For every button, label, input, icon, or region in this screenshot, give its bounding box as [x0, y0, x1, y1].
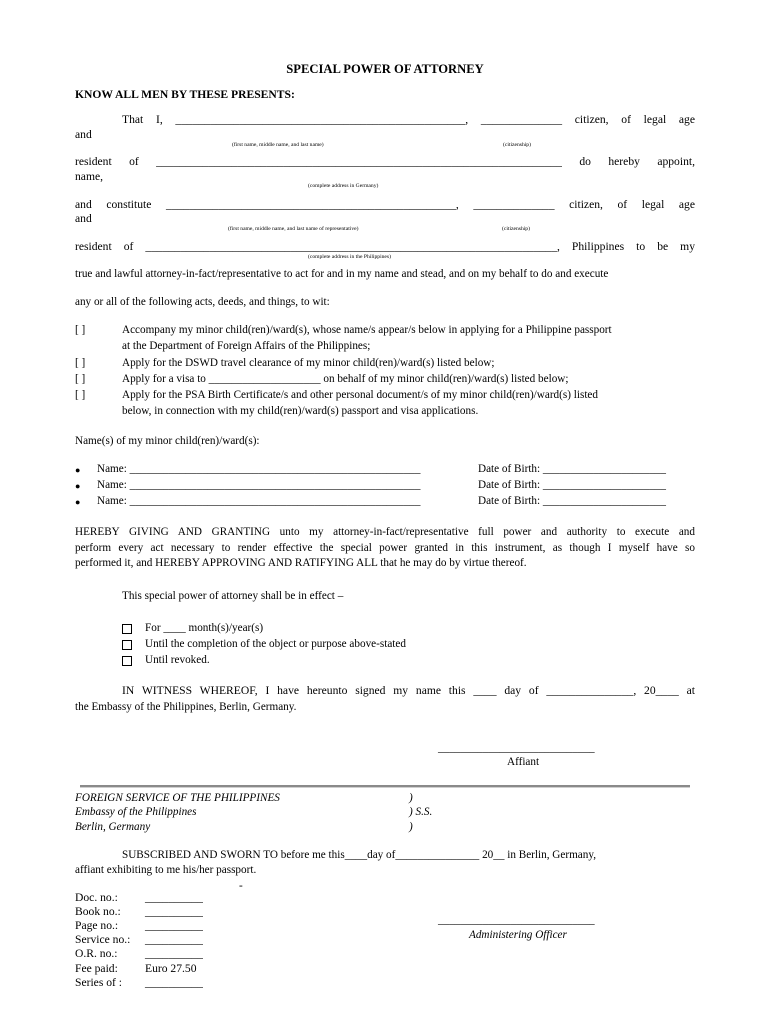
principal-address-caption: (complete address in Germany): [308, 183, 379, 189]
fee-label: Page no.:: [75, 919, 119, 932]
fee-value[interactable]: __________: [145, 933, 203, 946]
minor-name-field[interactable]: Name: ____________________________________________________: [97, 495, 421, 507]
fee-value[interactable]: __________: [145, 905, 203, 918]
representative-line: and constitute __________________________________________________, ______________ citizen, of legal age: [75, 198, 695, 211]
act-checkbox[interactable]: [ ]: [75, 324, 86, 336]
hereby-line: HEREBY GIVING AND GRANTING unto my attorney-in-fact/representative full power and authority to execute and: [75, 526, 695, 538]
representative-citizenship-caption: (citizenship): [502, 226, 530, 232]
fee-label: Fee paid:: [75, 962, 118, 975]
fee-value: Euro 27.50: [145, 962, 197, 975]
fee-value[interactable]: __________: [145, 919, 203, 932]
act-text: Apply for the DSWD travel clearance of my minor child(ren)/ward(s) listed below;: [122, 357, 495, 369]
effect-option-label: Until revoked.: [145, 654, 210, 666]
principal-citizenship-caption: (citizenship): [503, 142, 531, 148]
affiant-signature-line[interactable]: ____________________________: [438, 742, 595, 754]
witness-line: the Embassy of the Philippines, Berlin, Germany.: [75, 701, 297, 713]
fee-label: Doc. no.:: [75, 891, 118, 904]
fee-label: Series of :: [75, 976, 123, 989]
body-text-2: any or all of the following acts, deeds, and things, to wit:: [75, 296, 330, 308]
principal-residence-line: resident of ______________________________________________________________________ do hereby appoint,: [75, 155, 695, 168]
representative-residence-line: resident of _______________________________________________________________________, Philippines to be my: [75, 240, 695, 253]
representative-name-caption: (first name, middle name, and last name of representative): [228, 226, 359, 232]
officer-label: Administering Officer: [469, 929, 567, 941]
preamble: KNOW ALL MEN BY THESE PRESENTS:: [75, 88, 295, 101]
minor-name-field[interactable]: Name: ____________________________________________________: [97, 479, 421, 491]
fee-label: Service no.:: [75, 933, 131, 946]
fee-label: O.R. no.:: [75, 947, 118, 960]
representative-address-caption: (complete address in the Philippines): [308, 254, 391, 260]
venue-bracket: ): [409, 792, 413, 804]
fee-value[interactable]: __________: [145, 891, 203, 904]
fee-value[interactable]: __________: [145, 947, 203, 960]
fee-label: Book no.:: [75, 905, 121, 918]
bullet-icon: ●: [75, 497, 81, 507]
minor-dob-field[interactable]: Date of Birth: ______________________: [478, 479, 666, 491]
venue-line: Berlin, Germany: [75, 821, 151, 833]
act-checkbox[interactable]: [ ]: [75, 389, 86, 401]
venue-line: FOREIGN SERVICE OF THE PHILIPPINES: [75, 792, 280, 804]
principal-line-cont: and: [75, 128, 92, 141]
minor-name-field[interactable]: Name: ____________________________________________________: [97, 463, 421, 475]
act-text: below, in connection with my child(ren)/ward(s) passport and visa applications.: [122, 405, 479, 417]
checkbox-icon[interactable]: [122, 624, 132, 634]
act-text: Accompany my minor child(ren)/ward(s), whose name/s appear/s below in applying for a Philippine passport: [122, 324, 612, 336]
fee-value[interactable]: __________: [145, 976, 203, 989]
act-text: Apply for the PSA Birth Certificate/s and other personal document/s of my minor child(ren)/ward(s) listed: [122, 389, 598, 401]
minor-dob-field[interactable]: Date of Birth: ______________________: [478, 463, 666, 475]
act-checkbox[interactable]: [ ]: [75, 373, 86, 385]
officer-signature-line[interactable]: ____________________________: [438, 914, 595, 926]
venue-line: Embassy of the Philippines: [75, 806, 197, 818]
principal-residence-cont: name,: [75, 170, 104, 183]
checkbox-icon[interactable]: [122, 656, 132, 666]
section-divider: [80, 785, 690, 788]
principal-line: That I, __________________________________________________, ______________ citizen, of legal age: [122, 113, 695, 126]
document-title: SPECIAL POWER OF ATTORNEY: [286, 62, 484, 76]
bullet-icon: ●: [75, 481, 81, 491]
dash-mark: -: [239, 880, 243, 892]
hereby-line: performed it, and HEREBY APPROVING AND RATIFYING ALL that he may do by virtue thereof.: [75, 557, 527, 569]
subscribed-line: affiant exhibiting to me his/her passport.: [75, 864, 257, 876]
minor-dob-field[interactable]: Date of Birth: ______________________: [478, 495, 666, 507]
act-text: Apply for a visa to ____________________ on behalf of my minor child(ren)/ward(s) listed below;: [122, 373, 569, 385]
venue-bracket: ) S.S.: [409, 806, 433, 818]
effect-option-label: For ____ month(s)/year(s): [145, 622, 264, 634]
act-text: at the Department of Foreign Affairs of the Philippines;: [122, 340, 371, 352]
representative-line-cont: and: [75, 212, 92, 225]
effect-heading: This special power of attorney shall be in effect –: [122, 590, 344, 602]
act-checkbox[interactable]: [ ]: [75, 357, 86, 369]
effect-option-label: Until the completion of the object or purpose above-stated: [145, 638, 406, 650]
body-text-1: true and lawful attorney-in-fact/representative to act for and in my name and stead, and on my behalf to do and execute: [75, 268, 609, 280]
bullet-icon: ●: [75, 465, 81, 475]
principal-name-caption: (first name, middle name, and last name): [232, 142, 324, 148]
subscribed-line: SUBSCRIBED AND SWORN TO before me this____day of_______________ 20__ in Berlin, Germany,: [122, 849, 596, 861]
hereby-line: perform every act necessary to render effective the special power granted in this instrument, as though I myself have so: [75, 542, 695, 554]
checkbox-icon[interactable]: [122, 640, 132, 650]
witness-line: IN WITNESS WHEREOF, I have hereunto signed my name this ____ day of _______________, 20____ at: [122, 684, 695, 697]
minors-heading: Name(s) of my minor child(ren)/ward(s):: [75, 435, 260, 447]
affiant-label: Affiant: [507, 756, 540, 768]
venue-bracket: ): [409, 821, 413, 833]
